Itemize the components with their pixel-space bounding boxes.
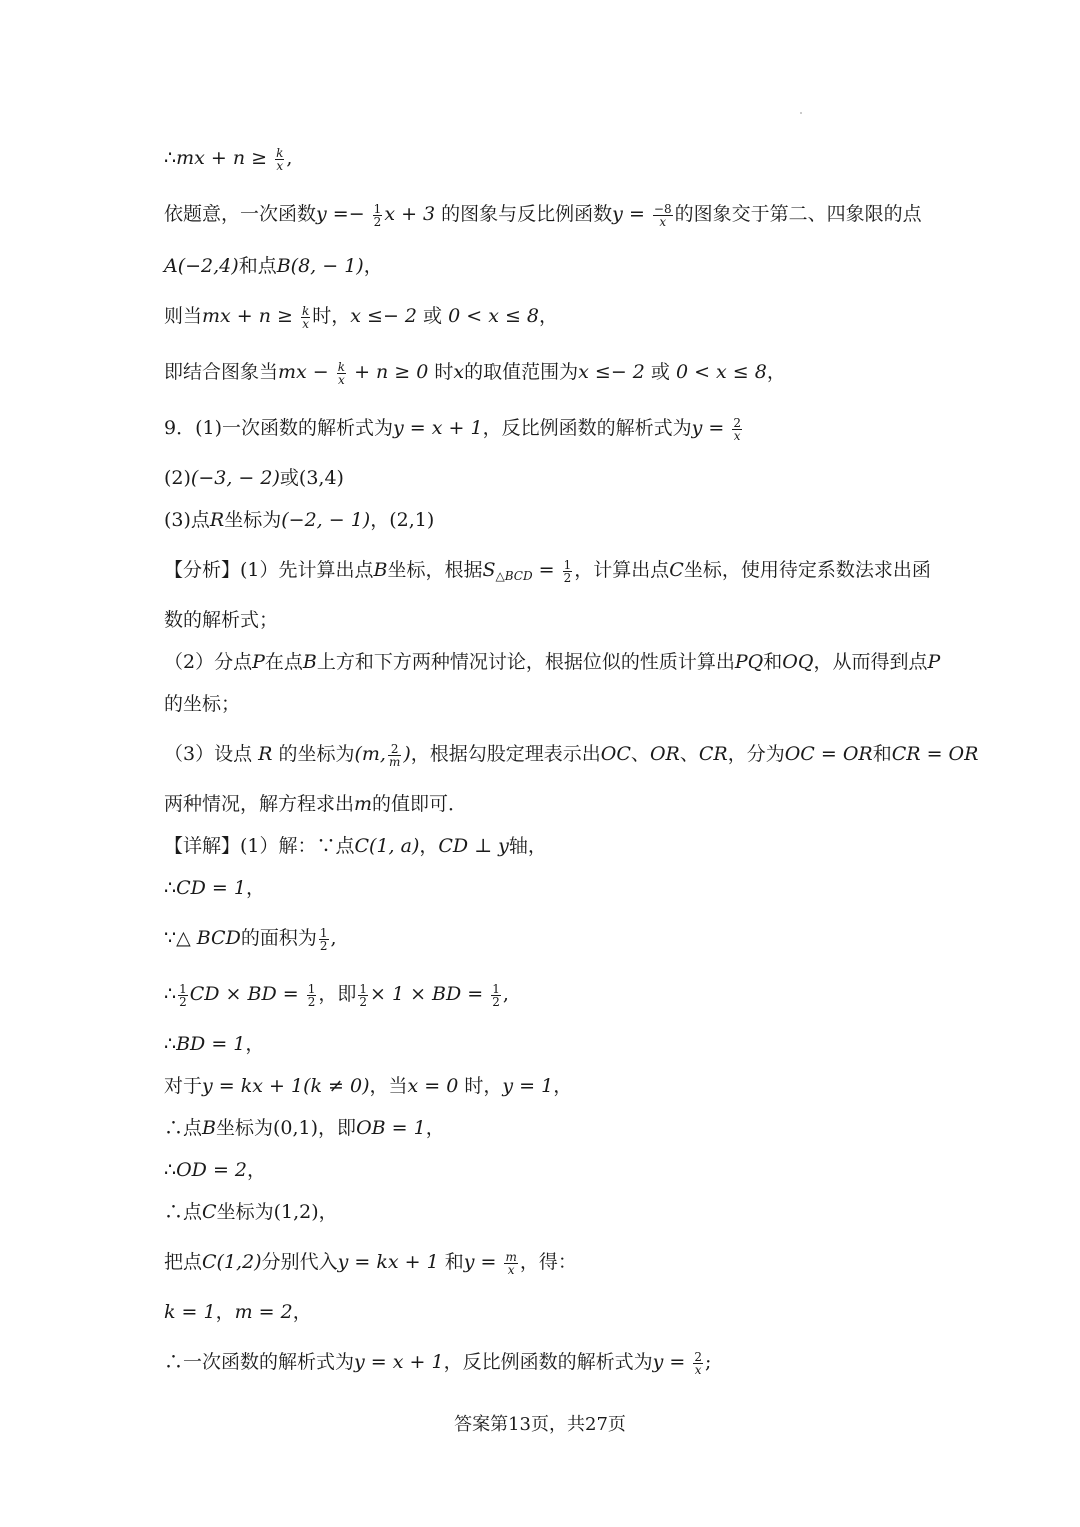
text: ， [363,255,383,277]
text: ， [539,305,559,327]
line-21 [164,1114,445,1142]
math-expr: CD ⊥ y [438,835,509,857]
math-expr: (−3, − 2) [190,467,280,489]
fraction: $\frac{1}{2}$ [307,981,316,1009]
page-footer: 答案第13页，共27页 [454,1414,626,1435]
math-expr: B [202,1117,216,1139]
math-expr: 0 < x ≤ 8 [675,361,767,383]
text: ，即 [318,983,357,1005]
text: ， [766,361,786,383]
text: 则当 [164,305,203,327]
math-expr: OB = 1 [356,1117,426,1139]
text: 依题意，一次函数 [164,203,317,225]
text: ∴点 [164,1117,203,1139]
line-14 [164,790,467,818]
fraction: $\frac{1}{2}$ [492,981,500,1009]
math-expr: CR = OR [891,743,979,765]
math-expr: OQ [782,651,814,673]
text: 的值即可． [372,793,468,815]
text: 的图象交于第二、四象限的点 [674,203,922,225]
text: ， [292,1301,312,1323]
math-expr: R [209,509,225,531]
math-expr: (0,1) [273,1117,319,1139]
math-expr: B(8, − 1) [276,255,364,277]
scan-dot [800,112,802,114]
line-3 [164,252,383,280]
text: 在点 [264,651,303,673]
math-expr: C(1, a) [354,835,420,857]
math-expr: mx + n ≥ [176,147,274,169]
math-expr: S [482,559,496,581]
math-expr: (m, [354,743,386,765]
fraction: $\frac{k}{x}$ [276,145,284,173]
text: ，即 [318,1117,357,1139]
text: ，反比例函数的解析式为 [443,1351,653,1373]
line-1 [164,144,292,172]
math-expr: OC = OR [784,743,873,765]
math-expr: OR [649,743,680,765]
text: 和 [763,651,783,673]
line-26 [164,1348,711,1376]
punct: , [286,147,293,169]
math-expr: y = [652,1351,692,1373]
text: 或 [279,467,299,489]
math-expr: C [202,1201,217,1223]
text: ，根据勾股定理表示出 [410,743,601,765]
text: 坐标，根据 [387,559,483,581]
line-12 [164,690,240,718]
text: ， [245,1033,265,1055]
line-6 [164,414,744,442]
text: 或 [644,361,676,383]
text: 时， [458,1075,503,1097]
math-expr: x [453,361,465,383]
line-7 [164,464,344,492]
math-expr: (−2, − 1) [281,509,371,531]
line-23 [164,1198,338,1226]
fraction: $\frac{1}{2}$ [563,557,572,585]
text: ，计算出点 [574,559,670,581]
text: 坐标为 [224,509,282,531]
text: , [330,927,337,949]
math-expr: ) [403,743,411,765]
text: ∴ [164,1033,177,1055]
line-11 [164,648,940,676]
math-expr: 0 < x ≤ 8 [448,305,539,327]
text: 上方和下方两种情况讨论，根据位似的性质计算出 [316,651,735,673]
text: ，分为 [727,743,785,765]
line-8 [164,506,434,534]
math-expr: x ≤− 2 [578,361,645,383]
line-2 [164,200,922,228]
text: 的面积为 [240,927,317,949]
text: ， [419,835,439,857]
math-expr: × 1 × BD = [370,983,490,1005]
math-expr: C [669,559,684,581]
math-expr: (3,4) [298,467,344,489]
text: 或 [417,305,449,327]
math-expr: y = x + 1 [393,417,483,439]
math-expr: C(1,2) [202,1251,262,1273]
text: ， [247,1159,267,1181]
fraction: $\frac{1}{2}$ [179,981,187,1009]
line-24 [164,1248,577,1276]
math-expr: y = 1 [502,1075,554,1097]
math-expr: A(−2,4) [164,255,239,277]
text: ∵ [164,927,177,949]
math-expr: P [252,651,265,673]
math-expr: x ≤− 2 [350,305,418,327]
math-expr: (1,2) [273,1201,319,1223]
line-5 [164,358,786,386]
line-10 [164,606,278,634]
text: 和 [872,743,892,765]
line-15 [164,832,547,860]
math-expr: mx − [278,361,335,383]
math-expr: y = kx + 1(k ≠ 0) [202,1075,370,1097]
math-expr: R [258,743,273,765]
text: 9．(1)一次函数的解析式为 [164,417,394,439]
text: ， [553,1075,573,1097]
text: 的坐标； [164,693,241,715]
text: 的坐标为 [272,743,355,765]
math-expr: B [373,559,388,581]
text: 时， [312,305,351,327]
text: ， [318,1201,338,1223]
fraction: $\frac{1}{2}$ [359,981,367,1009]
math-expr: m = 2 [234,1301,293,1323]
text: 【分析】(1）先计算出点 [164,559,374,581]
text: ∴ [164,877,177,899]
text: ; [704,1351,712,1373]
subscript: △BCD [495,569,533,583]
math-expr: x + 3 [384,203,436,225]
math-expr: CD = 1 [176,877,246,899]
math-expr: y = [463,1251,503,1273]
text: 、 [630,743,650,765]
text: ，从而得到点 [813,651,928,673]
text: 和 [438,1251,464,1273]
text: (3)点 [164,509,210,531]
math-expr: BD = 1 [176,1033,246,1055]
math-expr: y = x + 1 [354,1351,444,1373]
text: 把点 [164,1251,203,1273]
text: 数的解析式； [164,609,279,631]
math-expr: m [354,793,373,815]
math-expr: y = [612,203,651,225]
text: ∴一次函数的解析式为 [164,1351,355,1373]
math-expr: (2,1) [389,509,435,531]
line-20 [164,1072,572,1100]
text: (2) [164,467,191,489]
fraction: $\frac{-8}{x}$ [653,201,672,229]
math-expr: PQ [734,651,764,673]
math-expr: △ BCD [176,927,241,949]
text: ∴ [164,1159,177,1181]
line-25 [164,1298,312,1326]
text: ， [370,509,390,531]
fraction: $\frac{1}{2}$ [319,925,328,953]
line-4 [164,302,558,330]
text: ， [425,1117,445,1139]
math-expr: B [302,651,317,673]
line-9 [164,556,931,590]
math-expr: k = 1 [164,1301,216,1323]
line-13 [164,740,978,768]
fraction: $\frac{2}{x}$ [694,1349,702,1377]
math-expr: x = 0 [407,1075,459,1097]
math-expr: y = [691,417,731,439]
text: ∴点 [164,1201,203,1223]
fraction: $\frac{2}{x}$ [733,415,741,443]
text: 和点 [238,255,277,277]
text: （3）设点 [164,743,259,765]
fraction: $\frac{m}{x}$ [505,1249,517,1277]
math-expr: mx + n ≥ [202,305,299,327]
text: 坐标为 [215,1117,273,1139]
line-22 [164,1156,266,1184]
math-expr: y = kx + 1 [337,1251,439,1273]
math-expr: OD = 2 [176,1159,247,1181]
text: ，得： [519,1251,577,1273]
text: 对于 [164,1075,203,1097]
text: ，当 [369,1075,408,1097]
text: （2）分点 [164,651,253,673]
text: 坐标，使用待定系数法求出函 [683,559,931,581]
therefore-symbol: ∴ [164,147,177,169]
text: 坐标为 [216,1201,274,1223]
text: , [502,983,509,1005]
math-expr: = [532,559,561,581]
text: 的取值范围为 [464,361,579,383]
fraction: $\frac{2}{m}$ [388,741,401,769]
line-18 [164,980,509,1008]
text: 、 [679,743,699,765]
text: ，反比例函数的解析式为 [482,417,692,439]
text: ， [215,1301,235,1323]
text: 两种情况，解方程求出 [164,793,355,815]
line-17 [164,924,337,952]
line-16 [164,874,265,902]
math-expr: CD × BD = [189,983,305,1005]
math-expr: OC [600,743,631,765]
math-expr: CR [698,743,728,765]
text: ， [245,877,265,899]
text: 分别代入 [261,1251,338,1273]
text: 轴， [508,835,547,857]
text: ∴ [164,983,177,1005]
fraction: $\frac{k}{x}$ [337,359,346,387]
math-expr: y =− [316,203,371,225]
fraction: $\frac{1}{2}$ [373,201,382,229]
text: 即结合图象当 [164,361,279,383]
math-expr: + n ≥ 0 [348,361,429,383]
text: 【详解】(1）解：∵点 [164,835,355,857]
math-expr: P [927,651,941,673]
text: 的图象与反比例函数 [435,203,613,225]
line-19 [164,1030,264,1058]
fraction: $\frac{k}{x}$ [301,303,310,331]
text: 时 [428,361,454,383]
